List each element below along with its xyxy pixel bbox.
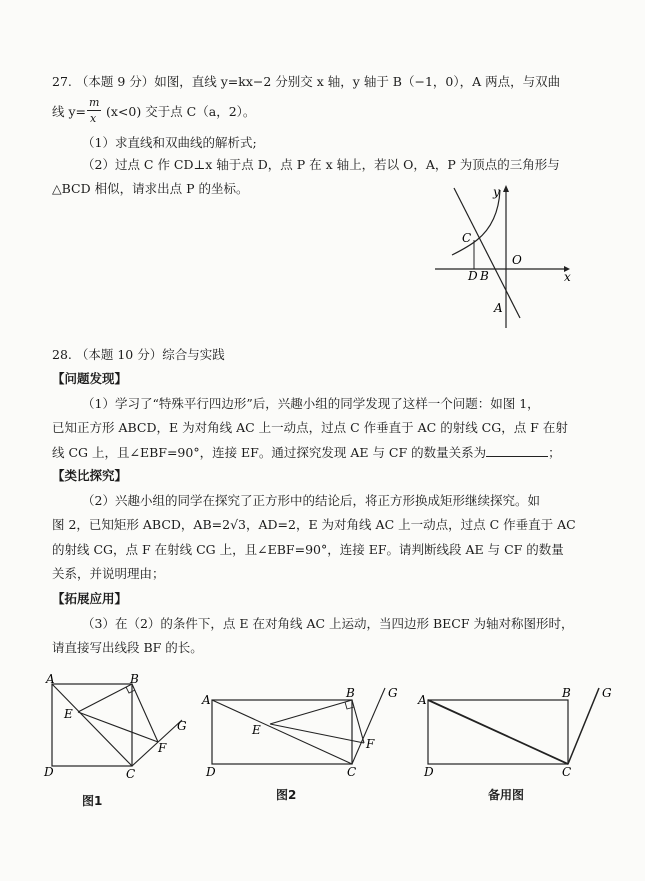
spare-label-c: C xyxy=(562,765,572,779)
q28-sec3: 【拓展应用】 xyxy=(52,591,128,606)
fig2-label-e: E xyxy=(252,723,261,737)
diagonal-ac xyxy=(52,684,132,766)
caption-fig3: 备用图 xyxy=(488,788,525,802)
q27-line2-post: (x<0) 交于点 C（a，2）。 xyxy=(106,104,256,119)
q27-part1: （1）求直线和双曲线的解析式; xyxy=(82,135,257,150)
fig1-label-f: F xyxy=(158,741,167,755)
spare-label-a: A xyxy=(418,693,427,707)
fig2-label-g: G xyxy=(388,686,398,700)
segment-bf xyxy=(352,700,364,743)
y-axis-arrow xyxy=(503,185,509,192)
q27-line2-pre: 线 y= xyxy=(52,104,87,119)
q27-frac-num: m xyxy=(89,96,100,109)
q28-sec2: 【类比探究】 xyxy=(52,468,128,483)
segment-be xyxy=(270,700,352,724)
q27-part2b: △BCD 相似，请求出点 P 的坐标。 xyxy=(52,181,249,196)
q28-p2c: 的射线 CG，点 F 在射线 CG 上，且∠EBF=90°，连接 EF。请判断线段 AE 与 CF 的数量 xyxy=(52,542,564,557)
ray-cg xyxy=(568,688,599,764)
label-a: A xyxy=(494,301,503,315)
diagonal-ac xyxy=(428,700,568,764)
q27-figure xyxy=(430,180,580,330)
fig2-label-d: D xyxy=(206,765,216,779)
fig2-label-c: C xyxy=(347,765,357,779)
fig1-label-a: A xyxy=(46,672,55,686)
q27-frac-bar xyxy=(87,110,101,111)
q27-part2a: （2）过点 C 作 CD⊥x 轴于点 D，点 P 在 x 轴上，若以 O，A，P 为顶点的三角形与 xyxy=(82,157,560,172)
figure-2 xyxy=(200,680,410,780)
line-ab xyxy=(454,188,520,318)
q28-p1b: 已知正方形 ABCD，E 为对角线 AC 上一动点，过点 C 作垂直于 AC 的射线 CG，点 F 在射 xyxy=(52,420,568,435)
fig1-label-b: B xyxy=(130,672,139,686)
label-c: C xyxy=(462,231,472,245)
caption-fig1: 图1 xyxy=(82,794,103,808)
ray-cg xyxy=(352,688,385,764)
q27-line1: 27. （本题 9 分）如图，直线 y=kx−2 分别交 x 轴，y 轴于 B（−1，0），A 两点，与双曲 xyxy=(52,74,561,89)
fig1-label-g: G xyxy=(177,719,187,733)
q28-p1c-end: ； xyxy=(548,445,561,460)
q27-frac-den: x xyxy=(90,112,97,125)
fig2-label-b: B xyxy=(346,686,355,700)
q28-p1c xyxy=(52,444,561,461)
figure-1 xyxy=(40,672,200,782)
fig1-label-c: C xyxy=(126,767,136,781)
label-x: x xyxy=(564,270,571,284)
q28-p1a: （1）学习了“特殊平行四边形”后，兴趣小组的同学发现了这样一个问题：如图 1， xyxy=(82,396,540,411)
q28-p3b: 请直接写出线段 BF 的长。 xyxy=(52,640,203,655)
diagonal-ac xyxy=(212,700,352,764)
q28-header: 28. （本题 10 分）综合与实践 xyxy=(52,347,225,362)
fig1-label-d: D xyxy=(44,765,54,779)
q28-p1c-text: 线 CG 上，且∠EBF=90°，连接 EF。通过探究发现 AE 与 CF 的数量关系为 xyxy=(52,445,487,460)
answer-blank xyxy=(486,444,548,457)
hyperbola-curve xyxy=(452,190,500,255)
label-o: O xyxy=(512,253,522,267)
q28-p2a: （2）兴趣小组的同学在探究了正方形中的结论后，将正方形换成矩形继续探究。如 xyxy=(82,493,540,508)
spare-label-b: B xyxy=(562,686,571,700)
fig1-label-e: E xyxy=(64,707,73,721)
fig2-label-a: A xyxy=(202,693,211,707)
ray-cg xyxy=(132,720,182,766)
fig2-label-f: F xyxy=(366,737,375,751)
label-y: y xyxy=(493,185,500,199)
q28-p3a: （3）在（2）的条件下，点 E 在对角线 AC 上运动，当四边形 BECF 为轴对称图形时， xyxy=(82,616,574,631)
caption-fig2: 图2 xyxy=(276,788,297,802)
q28-sec1: 【问题发现】 xyxy=(52,371,128,386)
spare-label-d: D xyxy=(424,765,434,779)
segment-be xyxy=(78,684,132,712)
spare-label-g: G xyxy=(602,686,612,700)
figure-spare xyxy=(416,680,621,780)
q28-p2b: 图 2，已知矩形 ABCD，AB=2√3，AD=2，E 为对角线 AC 上一动点，过点 C 作垂直于 AC xyxy=(52,517,576,532)
q28-p2d: 关系，并说明理由； xyxy=(52,566,165,581)
label-d: D xyxy=(468,269,478,283)
label-b: B xyxy=(480,269,489,283)
